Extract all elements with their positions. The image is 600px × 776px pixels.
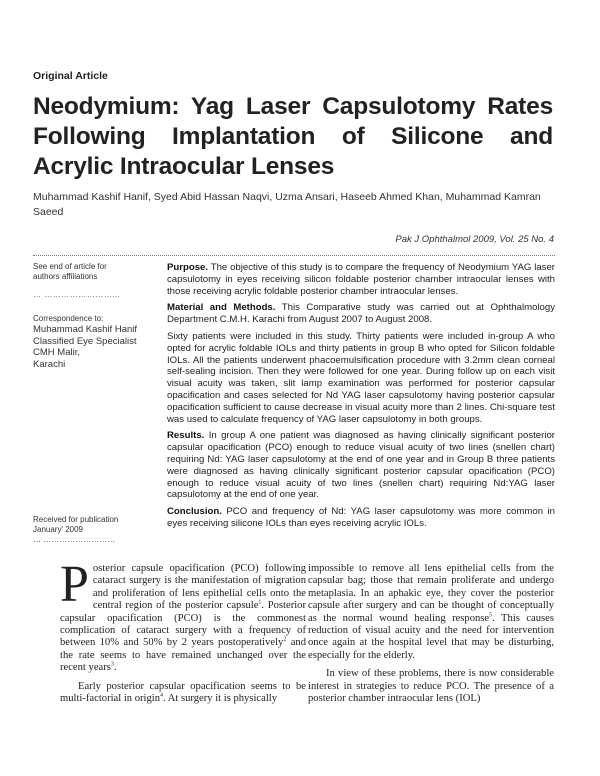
reference: 1 [258, 599, 262, 606]
text: Early posterior capsular opacification seems to be multi-factorial in origin [60, 680, 306, 705]
purpose-text: The objective of this study is to compare the frequency of Neodymium YAG laser capsulotomy in eyes receiving silicon foldable posterior chamber intraocular lenses with those receiving acrylic foldable posterior chamber intraocular lenses. [167, 262, 555, 297]
results-label: Results. [167, 430, 205, 442]
reference: 5 [489, 612, 493, 619]
purpose-label: Purpose. [167, 262, 209, 273]
reference: 3 [110, 661, 114, 668]
abstract-purpose [167, 262, 555, 297]
methods-label: Material and Methods. [167, 302, 276, 314]
body-column-right [308, 563, 554, 711]
article-title: Neodymium: Yag Laser Capsulotomy Rates Following Implantation of Silicone and Acrylic Intraocular Lenses [33, 93, 553, 180]
abstract-methods [167, 302, 555, 326]
text: and the rate seems to have remained unchanged over the recent years [60, 637, 306, 674]
journal-citation: Pak J Ophthalmol 2009, Vol. 25 No. 4 [395, 234, 554, 245]
received-date: January' 2009 [33, 525, 84, 534]
body-paragraph-continued [308, 563, 554, 662]
header-divider [33, 255, 555, 256]
methods-text: This Comparative study was carried out at Ophthalmology Department C.M.H. Karachi from August 2007 to August 2008. [167, 302, 556, 326]
body-column-left [60, 556, 306, 711]
reference: 4 [160, 692, 164, 699]
received-info [33, 515, 158, 545]
abstract-conclusion [167, 506, 555, 530]
article-type: Original Article [33, 70, 108, 82]
body-paragraph [60, 556, 306, 675]
text: . At surgery it is physically [163, 693, 278, 705]
text: . Posterior capsular opacification (PCO) is the commonest complication of cataract surgery with a frequency of between 10% and 50% by 2 years postoperatively [60, 600, 306, 649]
abstract [167, 262, 555, 535]
correspondence-label: Correspondence to: [33, 314, 104, 323]
results-text: In group A one patient was diagnosed as having clinically significant posterior capsular opacification (PCO) enough to reduce visual acuity of two lines (snellen chart) requiring Nd: YAG laser capsulotomy at the end of one year and in Group B three patients were diagnosed as having clinically significant posterior capsular opacification (PCO) enough to reduce visual acuity of two lines (snellen chart) requiring Nd:YAG laser capsulotomy at the end of one year. [167, 430, 555, 501]
reference: 2 [283, 636, 287, 643]
affiliations-note: See end of article for authors affiliations [33, 262, 107, 281]
drop-cap: P [60, 556, 89, 613]
correspondence-title: Classified Eye Specialist [33, 335, 137, 347]
separator-dots: … ……………………… [33, 535, 116, 544]
text: . [113, 662, 117, 674]
body-paragraph [60, 681, 306, 706]
conclusion-text: PCO and frequency of Nd: YAG laser capsulotomy was more common in eyes receiving silicone IOLs than eyes receiving acrylic IOLs. [167, 506, 555, 529]
conclusion-label: Conclusion. [167, 506, 222, 518]
author-list: Muhammad Kashif Hanif, Syed Abid Hassan Naqvi, Uzma Ansari, Haseeb Ahmed Khan, Muhammad Kamran Saeed [33, 191, 541, 218]
text: . This causes reduction of visual acuity and the need for intervention once again at the hospital level that may be disturbing, especially for the elderly. [308, 612, 554, 661]
received-label: Received for publication [33, 515, 119, 524]
text: impossible to remove all lens epithelial cells from the capsular bag; those that remain proliferate and undergo metaplasia. In an aphakic eye, they cover the posterior capsule after surgery and can be thought of conceptually as the normal wound healing response [308, 563, 554, 624]
body-paragraph: In view of these problems, there is now considerable interest in strategies to reduce PCO. The presence of a posterior chamber intraocular lens (IOL) [308, 668, 554, 705]
correspondence-city: Karachi [33, 358, 66, 370]
correspondence-name: Muhammad Kashif Hanif [33, 324, 138, 335]
correspondence-place: CMH Malir, [33, 347, 80, 358]
separator-dots: … ……………………… [33, 290, 121, 299]
abstract-methods-2: Sixty patients were included in this study. Thirty patients were included in-group A who opted for acrylic foldable IOLs and thirty patients in group B who opted for Silicon foldable IOLs. All the patients underwent phacoemulsification procedure with 3.2mm clean corneal self-sealing incision. Then they were followed for one year. During follow up on each visit visual acuity was taken, slit lamp examination was performed for posterior capsular opacification and cases selected for Nd YAG laser capsulotomy having posterior capsular opacification sufficient to cause decrease in visual acuity more than 2 lines. Chi-square test was used to calculate frequency of YAG laser capsulotomy in both groups. [167, 330, 555, 425]
abstract-results [167, 430, 555, 501]
text: osterior capsule opacification (PCO) following cataract surgery is the manifestation of migration and proliferation of lens epithelial cells onto the central region of the posterior capsule [92, 563, 306, 612]
sidebar-notes [33, 262, 158, 370]
